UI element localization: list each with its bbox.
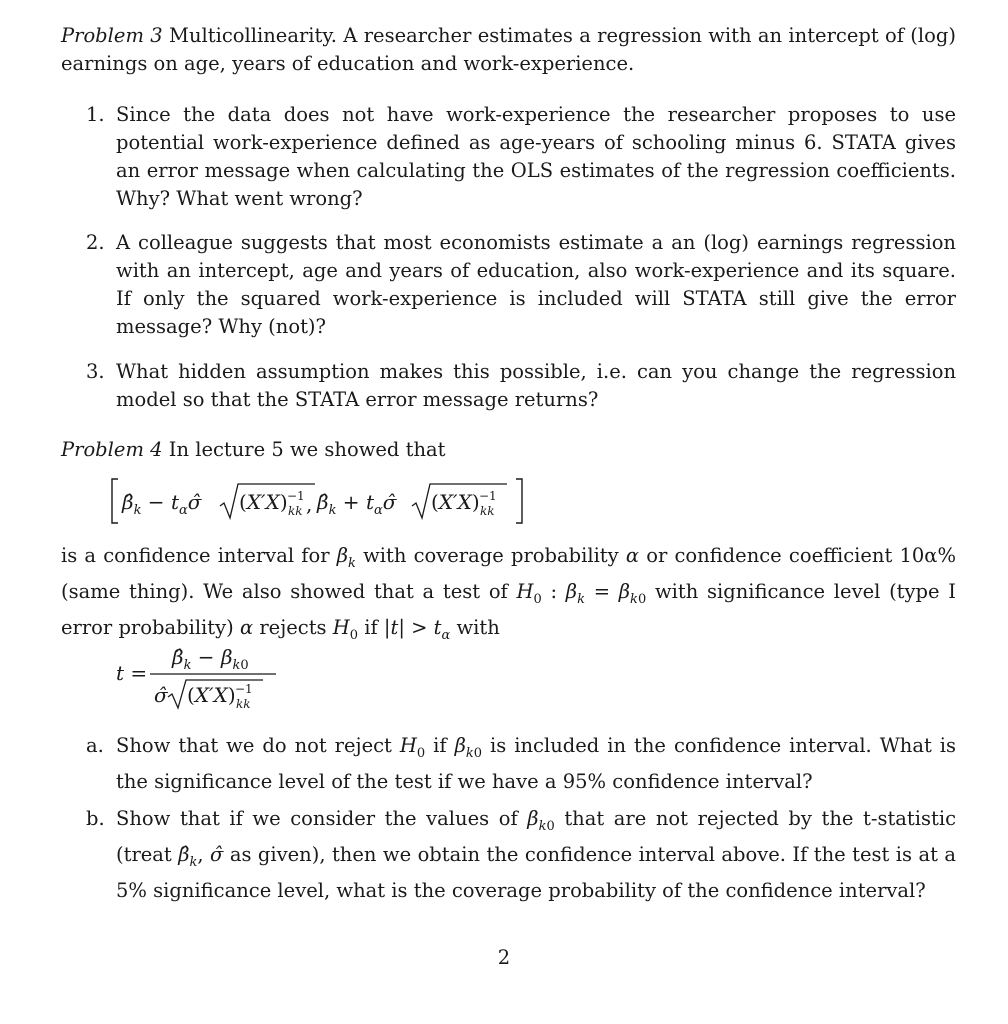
page-number: 2: [497, 946, 511, 969]
item-letter: a.: [86, 734, 104, 757]
problem-4-paragraph: is a confidence interval for $\beta_k$ with coverage probability α or confidence coefficient 10α% (same thing). We also showed that a test of $H_0$ : $\beta_k = \beta_{k0}$ with significance level (type I error probability) α rejects $H_0$ if $|t| > t_\alpha$ with: [61, 544, 956, 643]
para-text: with: [456, 615, 500, 639]
item-number: 1.: [86, 103, 105, 126]
svg-text:kk: kk: [288, 504, 303, 518]
confidence-interval-formula: [108, 476, 528, 526]
para-text: if: [364, 615, 378, 639]
svg-text:kk: kk: [480, 504, 495, 518]
svg-text:(X′X): (X′X): [239, 490, 288, 514]
item-text: that are not rejected by the t-statistic (treat: [116, 807, 956, 866]
problem-4-item-b: b. Show that if we consider the values of $\beta_{k0}$ that are not rejected by the t-statistic (treat $\betâ_k$, σ̂ as given), then we obtain the confidence interval above. If the test is at a 5% significance level, what is the coverage probability of the confidence interval?: [86, 807, 957, 902]
item-text: Show that we do not reject: [116, 734, 392, 757]
svg-text:,: ,: [306, 492, 313, 516]
svg-text:−1: −1: [287, 489, 305, 503]
svg-text:β̂k + tασ̂: $\betâ_k$ + $t_\alpha\sigmâ$: [317, 490, 397, 518]
para-text: is a confidence interval for: [61, 544, 330, 567]
problem-4-item-a: a. Show that we do not reject $H_0$ if $\beta_{k0}$ is included in the confidence interval. What is the significance level of the test if we have a 95% confidence interval?: [86, 734, 957, 793]
para-text: with coverage probability: [363, 544, 619, 567]
item-text: is included in the confidence interval. What is the significance level of the test if we have a 95% confidence interval?: [116, 734, 957, 793]
problem-3-label: Problem 3: [61, 24, 163, 47]
svg-text:β̂k − tασ̂: $\betâ_k$ − $t_\alpha\sigmâ$: [122, 490, 202, 518]
item-text: Since the data does not have work-experience the researcher proposes to use potential work-experience defined as age-years of schooling minus 6. STATA gives an error message when calculating the OLS estimates of the regression coefficients. Why? What went wrong?: [116, 103, 956, 210]
problem-4-intro: [61, 436, 956, 464]
svg-text:σ̂: σ̂: [154, 683, 168, 707]
para-text: with significance level (type I error probability): [61, 579, 956, 639]
para-text: or confidence coefficient 10α%: [646, 544, 956, 567]
svg-text:β̂k − βk0: $\betâ_k - \beta_k0$: [172, 645, 249, 673]
svg-text:(X′X): (X′X): [187, 683, 236, 707]
problem-3-item-1: [86, 101, 956, 213]
item-number: 3.: [86, 360, 105, 383]
item-text: A colleague suggests that most economists estimate a an (log) earnings regression with an intercept, age and years of education, also work-experience and its square. If only the squared work-experience is included will STATA still give the error message? Why (not)?: [116, 231, 956, 338]
svg-text:(X′X): (X′X): [431, 490, 480, 514]
svg-text:t =: t =: [116, 661, 148, 685]
problem-4-label: Problem 4: [61, 438, 163, 461]
svg-text:−1: −1: [479, 489, 497, 503]
item-text: as given), then we obtain the confidence interval above. If the test is at a 5% significance level, what is the coverage probability of the confidence interval?: [116, 842, 957, 902]
problem-3-item-2: [86, 229, 956, 341]
item-text: if: [433, 734, 447, 757]
para-text: rejects: [259, 615, 327, 639]
item-letter: b.: [86, 807, 105, 830]
item-text: What hidden assumption makes this possible, i.e. can you change the regression model so that the STATA error message returns?: [116, 360, 956, 411]
svg-text:−1: −1: [235, 682, 253, 696]
item-text: Show that if we consider the values of: [116, 807, 518, 830]
svg-text:kk: kk: [236, 697, 251, 711]
para-text: (same thing). We also showed that a test of: [61, 579, 508, 603]
problem-3-item-3: [86, 358, 956, 414]
problem-3-intro: [61, 22, 956, 78]
problem-4-text: In lecture 5 we showed that: [168, 438, 446, 461]
problem-3-text: Multicollinearity. A researcher estimates a regression with an intercept of (log) earnings on age, years of education and work-experience.: [61, 24, 956, 75]
t-statistic-formula: [114, 640, 334, 715]
item-number: 2.: [86, 231, 105, 254]
